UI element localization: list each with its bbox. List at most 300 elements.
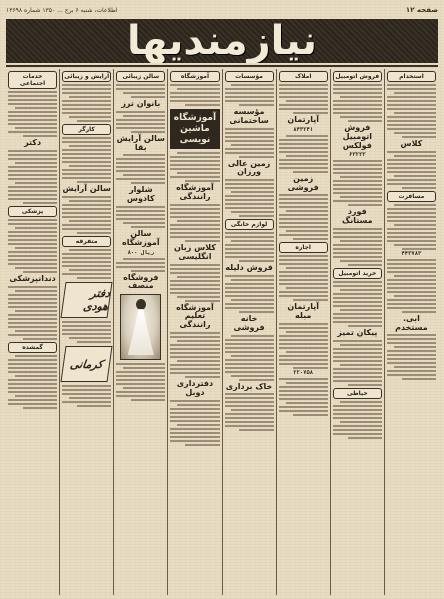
masthead-rule bbox=[6, 65, 438, 67]
ad-title: شلوار کادوس bbox=[126, 185, 155, 204]
ad-body-text bbox=[170, 332, 219, 378]
text-line bbox=[225, 232, 274, 234]
text-line bbox=[170, 420, 219, 422]
text-line bbox=[387, 232, 436, 234]
section-heading: آموزشگاه bbox=[170, 71, 219, 82]
text-line bbox=[62, 108, 111, 110]
text-line bbox=[69, 249, 111, 251]
text-line bbox=[62, 253, 111, 255]
ad-phone: ۶۳۲۲۳ bbox=[349, 152, 366, 159]
text-line bbox=[8, 371, 57, 373]
text-line bbox=[402, 311, 436, 313]
text-line bbox=[279, 88, 328, 90]
section-heading: مسافرت bbox=[387, 191, 436, 202]
text-line bbox=[8, 259, 57, 261]
text-line bbox=[333, 429, 382, 431]
text-line bbox=[225, 132, 274, 134]
text-line bbox=[177, 424, 219, 426]
text-line bbox=[387, 342, 436, 344]
text-line bbox=[387, 303, 436, 305]
text-line bbox=[62, 216, 111, 218]
text-line bbox=[340, 421, 382, 423]
text-line bbox=[231, 355, 273, 357]
text-line bbox=[77, 181, 111, 183]
text-line bbox=[293, 238, 327, 240]
text-line bbox=[170, 272, 219, 274]
text-line bbox=[333, 313, 382, 315]
ad-body-text bbox=[8, 219, 57, 273]
ad-body-text bbox=[170, 264, 219, 302]
text-line bbox=[394, 275, 436, 277]
text-line bbox=[387, 374, 436, 376]
calligraphic-ad: کرمانی bbox=[61, 346, 113, 382]
text-line bbox=[8, 363, 57, 365]
text-line bbox=[23, 135, 57, 137]
text-line bbox=[23, 202, 57, 204]
text-line bbox=[62, 204, 111, 206]
text-line bbox=[225, 128, 274, 130]
text-line bbox=[286, 331, 328, 333]
text-line bbox=[231, 299, 273, 301]
text-line bbox=[333, 348, 382, 350]
text-line bbox=[333, 425, 382, 427]
ad-body-text bbox=[116, 154, 165, 184]
text-line bbox=[387, 88, 436, 90]
text-line bbox=[170, 348, 219, 350]
text-line bbox=[333, 88, 382, 90]
text-line bbox=[170, 408, 219, 410]
text-line bbox=[279, 194, 328, 196]
text-line bbox=[225, 195, 274, 197]
text-line bbox=[279, 386, 328, 388]
text-line bbox=[177, 88, 219, 90]
text-line bbox=[225, 425, 274, 427]
text-line bbox=[333, 380, 382, 382]
text-line bbox=[8, 379, 57, 381]
text-line bbox=[123, 367, 165, 369]
text-line bbox=[340, 116, 382, 118]
text-line bbox=[402, 378, 436, 380]
text-line bbox=[177, 220, 219, 222]
text-line bbox=[333, 236, 382, 238]
text-line bbox=[170, 344, 219, 346]
ad-title: خانه فروشی bbox=[233, 313, 265, 332]
text-line bbox=[116, 379, 165, 381]
text-line bbox=[177, 360, 219, 362]
text-line bbox=[8, 174, 57, 176]
text-line bbox=[116, 375, 165, 377]
text-line bbox=[177, 152, 219, 154]
text-line bbox=[116, 119, 165, 121]
text-line bbox=[185, 104, 219, 106]
text-line bbox=[8, 190, 57, 192]
text-line bbox=[185, 300, 219, 302]
text-line bbox=[8, 123, 57, 125]
text-line bbox=[333, 368, 382, 370]
column-4 bbox=[222, 69, 276, 595]
text-line bbox=[333, 409, 382, 411]
text-line bbox=[8, 158, 57, 160]
text-line bbox=[387, 116, 436, 118]
text-line bbox=[402, 187, 436, 189]
text-line bbox=[225, 347, 274, 349]
text-line bbox=[286, 230, 328, 232]
ad-body-text bbox=[225, 275, 274, 313]
text-line bbox=[170, 364, 219, 366]
text-line bbox=[8, 194, 57, 196]
text-line bbox=[170, 208, 219, 210]
text-line bbox=[394, 112, 436, 114]
text-line bbox=[348, 437, 382, 439]
section-heading: کارگر bbox=[62, 124, 111, 135]
text-line bbox=[225, 343, 274, 345]
text-line bbox=[402, 248, 436, 250]
text-line bbox=[333, 172, 382, 174]
ad-body-text bbox=[116, 258, 165, 272]
text-line bbox=[225, 136, 274, 138]
text-line bbox=[8, 119, 57, 121]
text-line bbox=[8, 383, 57, 385]
text-line bbox=[225, 371, 274, 373]
text-line bbox=[225, 421, 274, 423]
text-line bbox=[225, 199, 274, 201]
text-line bbox=[387, 240, 436, 242]
text-line bbox=[225, 303, 274, 305]
text-line bbox=[170, 92, 219, 94]
section-heading: متفرقه bbox=[62, 236, 111, 247]
text-line bbox=[8, 115, 57, 117]
text-line bbox=[394, 224, 436, 226]
text-line bbox=[8, 235, 57, 237]
text-line bbox=[8, 314, 57, 316]
text-line bbox=[116, 206, 165, 208]
text-line bbox=[170, 224, 219, 226]
text-line bbox=[15, 355, 57, 357]
text-line bbox=[15, 290, 57, 292]
text-line bbox=[279, 347, 328, 349]
text-line bbox=[333, 256, 382, 258]
ad-phone: ۲۲۰۷۵۸ bbox=[293, 369, 314, 376]
text-line bbox=[116, 170, 165, 172]
calligraphic-ad: دفتر هودی bbox=[61, 282, 113, 318]
text-line bbox=[394, 175, 436, 177]
text-line bbox=[170, 432, 219, 434]
text-line bbox=[116, 111, 165, 113]
text-line bbox=[239, 156, 273, 158]
text-line bbox=[387, 291, 436, 293]
text-line bbox=[225, 203, 274, 205]
text-line bbox=[185, 240, 219, 242]
text-line bbox=[177, 404, 219, 406]
ad-body-text bbox=[170, 152, 219, 182]
ad-body-text bbox=[8, 150, 57, 204]
ad-title: زمین عالی ورزان bbox=[227, 158, 271, 177]
ad-body-text bbox=[387, 259, 436, 313]
text-line bbox=[15, 182, 57, 184]
text-line bbox=[131, 131, 165, 133]
text-line bbox=[170, 176, 219, 178]
ad-body-text bbox=[333, 281, 382, 327]
text-line bbox=[225, 287, 274, 289]
text-line bbox=[123, 154, 165, 156]
text-line bbox=[185, 180, 219, 182]
ad-body-text bbox=[116, 363, 165, 401]
text-line bbox=[279, 394, 328, 396]
text-line bbox=[333, 417, 382, 419]
text-line bbox=[387, 96, 436, 98]
text-line bbox=[333, 180, 382, 182]
text-line bbox=[279, 343, 328, 345]
text-line bbox=[62, 100, 111, 102]
masthead-title: نیازمندیها bbox=[126, 19, 318, 63]
ad-phone: ۸۰۰ ریال bbox=[127, 249, 155, 256]
text-line bbox=[62, 104, 111, 106]
text-line bbox=[8, 103, 57, 105]
text-line bbox=[387, 159, 436, 161]
text-line bbox=[69, 269, 111, 271]
text-line bbox=[333, 340, 382, 342]
text-line bbox=[387, 171, 436, 173]
text-line bbox=[387, 334, 436, 336]
text-line bbox=[225, 283, 274, 285]
text-line bbox=[333, 92, 382, 94]
text-line bbox=[340, 240, 382, 242]
text-line bbox=[394, 295, 436, 297]
text-line bbox=[231, 84, 273, 86]
text-line bbox=[279, 378, 328, 380]
text-line bbox=[62, 137, 111, 139]
text-line bbox=[62, 257, 111, 259]
text-line bbox=[231, 144, 273, 146]
text-line bbox=[286, 267, 328, 269]
text-line bbox=[62, 149, 111, 151]
text-line bbox=[170, 168, 219, 170]
text-line bbox=[225, 244, 274, 246]
text-line bbox=[279, 275, 328, 277]
section-heading: املاک bbox=[279, 71, 328, 82]
text-line bbox=[279, 206, 328, 208]
text-line bbox=[225, 96, 274, 98]
text-line bbox=[170, 96, 219, 98]
text-line bbox=[170, 264, 219, 266]
section-heading: خرید اتومبیل bbox=[333, 268, 382, 279]
ad-body-text bbox=[225, 232, 274, 262]
text-line bbox=[62, 92, 111, 94]
text-line bbox=[225, 405, 274, 407]
ad-phone: ۸۴۳۲۴۱ bbox=[293, 126, 314, 133]
text-line bbox=[116, 262, 165, 264]
ad-title: فروش اتومبیل فولکس bbox=[342, 123, 372, 150]
ad-title: فورد مستانگ bbox=[342, 207, 373, 226]
text-line bbox=[231, 279, 273, 281]
text-line bbox=[15, 330, 57, 332]
text-line bbox=[387, 208, 436, 210]
text-line bbox=[387, 228, 436, 230]
photo-figure-head bbox=[136, 299, 146, 310]
text-line bbox=[116, 214, 165, 216]
ad-title: فروشگاه منصف bbox=[123, 272, 159, 291]
text-line bbox=[225, 393, 274, 395]
ad-title: دفترداری دوبل bbox=[176, 378, 214, 397]
text-line bbox=[387, 354, 436, 356]
column-1 bbox=[384, 69, 438, 595]
text-line bbox=[225, 256, 274, 258]
text-line bbox=[8, 251, 57, 253]
text-line bbox=[8, 255, 57, 257]
text-line bbox=[77, 405, 111, 407]
text-line bbox=[225, 152, 274, 154]
text-line bbox=[279, 147, 328, 149]
text-line bbox=[333, 228, 382, 230]
text-line bbox=[333, 188, 382, 190]
column-7 bbox=[59, 69, 113, 595]
ad-phone: ۴۴۳۷۸۳ bbox=[401, 250, 422, 257]
text-line bbox=[116, 371, 165, 373]
ad-body-text bbox=[333, 228, 382, 266]
text-line bbox=[62, 212, 111, 214]
text-line bbox=[286, 351, 328, 353]
text-line bbox=[279, 167, 328, 169]
text-line bbox=[333, 168, 382, 170]
section-heading: خیاطی bbox=[333, 388, 382, 399]
text-line bbox=[225, 275, 274, 277]
section-heading: آرایش و زیبائی bbox=[62, 71, 111, 82]
text-line bbox=[333, 352, 382, 354]
text-line bbox=[177, 172, 219, 174]
text-line bbox=[170, 212, 219, 214]
text-line bbox=[170, 156, 219, 158]
text-line bbox=[170, 400, 219, 402]
text-line bbox=[394, 204, 436, 206]
text-line bbox=[340, 401, 382, 403]
text-line bbox=[62, 173, 111, 175]
text-line bbox=[333, 305, 382, 307]
text-line bbox=[279, 92, 328, 94]
text-line bbox=[333, 433, 382, 435]
text-line bbox=[225, 367, 274, 369]
section-heading: اجاره bbox=[279, 242, 328, 253]
text-line bbox=[225, 401, 274, 403]
text-line bbox=[279, 359, 328, 361]
text-line bbox=[15, 107, 57, 109]
ad-body-text bbox=[116, 111, 165, 133]
column-2 bbox=[330, 69, 384, 595]
text-line bbox=[333, 192, 382, 194]
text-line bbox=[170, 336, 219, 338]
text-line bbox=[8, 286, 57, 288]
text-line bbox=[387, 163, 436, 165]
text-line bbox=[286, 287, 328, 289]
text-line bbox=[225, 417, 274, 419]
text-line bbox=[170, 356, 219, 358]
text-line bbox=[170, 428, 219, 430]
text-line bbox=[62, 208, 111, 210]
text-line bbox=[387, 358, 436, 360]
text-line bbox=[170, 236, 219, 238]
column-8 bbox=[6, 69, 59, 595]
text-line bbox=[279, 339, 328, 341]
text-line bbox=[333, 232, 382, 234]
text-line bbox=[333, 317, 382, 319]
text-line bbox=[62, 325, 111, 327]
ad-body-text bbox=[279, 135, 328, 173]
text-line bbox=[69, 337, 111, 339]
text-line bbox=[170, 352, 219, 354]
text-line bbox=[62, 153, 111, 155]
ad-title: زمین فروشی bbox=[287, 173, 319, 192]
text-line bbox=[8, 387, 57, 389]
text-line bbox=[394, 155, 436, 157]
text-line bbox=[116, 158, 165, 160]
text-line bbox=[131, 270, 165, 272]
text-line bbox=[8, 359, 57, 361]
text-line bbox=[231, 409, 273, 411]
ad-body-text bbox=[225, 335, 274, 381]
text-line bbox=[225, 248, 274, 250]
text-line bbox=[231, 335, 273, 337]
text-line bbox=[225, 363, 274, 365]
text-line bbox=[387, 212, 436, 214]
text-line bbox=[62, 389, 111, 391]
section-heading: استخدام bbox=[387, 71, 436, 82]
page-number: صفحه ۱۲ bbox=[405, 6, 438, 14]
text-line bbox=[225, 88, 274, 90]
text-line bbox=[62, 261, 111, 263]
text-line bbox=[333, 413, 382, 415]
text-line bbox=[123, 92, 165, 94]
text-line bbox=[387, 179, 436, 181]
text-line bbox=[8, 150, 57, 152]
text-line bbox=[123, 387, 165, 389]
text-line bbox=[225, 359, 274, 361]
text-line bbox=[116, 166, 165, 168]
text-line bbox=[279, 222, 328, 224]
text-line bbox=[62, 84, 111, 86]
text-line bbox=[170, 160, 219, 162]
ad-body-text bbox=[333, 401, 382, 439]
text-line bbox=[116, 210, 165, 212]
text-line bbox=[348, 384, 382, 386]
text-line bbox=[333, 164, 382, 166]
text-line bbox=[333, 297, 382, 299]
text-line bbox=[394, 92, 436, 94]
text-line bbox=[62, 385, 111, 387]
ad-title: آپارتمان مبله bbox=[287, 302, 319, 321]
text-line bbox=[62, 333, 111, 335]
text-line bbox=[170, 368, 219, 370]
text-line bbox=[225, 295, 274, 297]
text-line bbox=[225, 148, 274, 150]
text-line bbox=[116, 218, 165, 220]
ad-body-text bbox=[387, 204, 436, 250]
section-heading: خدمات اجتماعی bbox=[8, 71, 57, 89]
ad-body-text bbox=[279, 323, 328, 369]
text-line bbox=[293, 171, 327, 173]
ad-body-text bbox=[62, 137, 111, 183]
ad-title: سالن آرایش bbox=[62, 184, 111, 193]
text-line bbox=[333, 360, 382, 362]
text-line bbox=[170, 440, 219, 442]
text-line bbox=[279, 84, 328, 86]
text-line bbox=[177, 340, 219, 342]
text-line bbox=[279, 226, 328, 228]
text-line bbox=[8, 391, 57, 393]
text-line bbox=[8, 318, 57, 320]
text-line bbox=[279, 198, 328, 200]
text-line bbox=[394, 244, 436, 246]
inverted-ad: آموزشگاه ماشین نویسی bbox=[170, 109, 219, 149]
text-line bbox=[69, 200, 111, 202]
